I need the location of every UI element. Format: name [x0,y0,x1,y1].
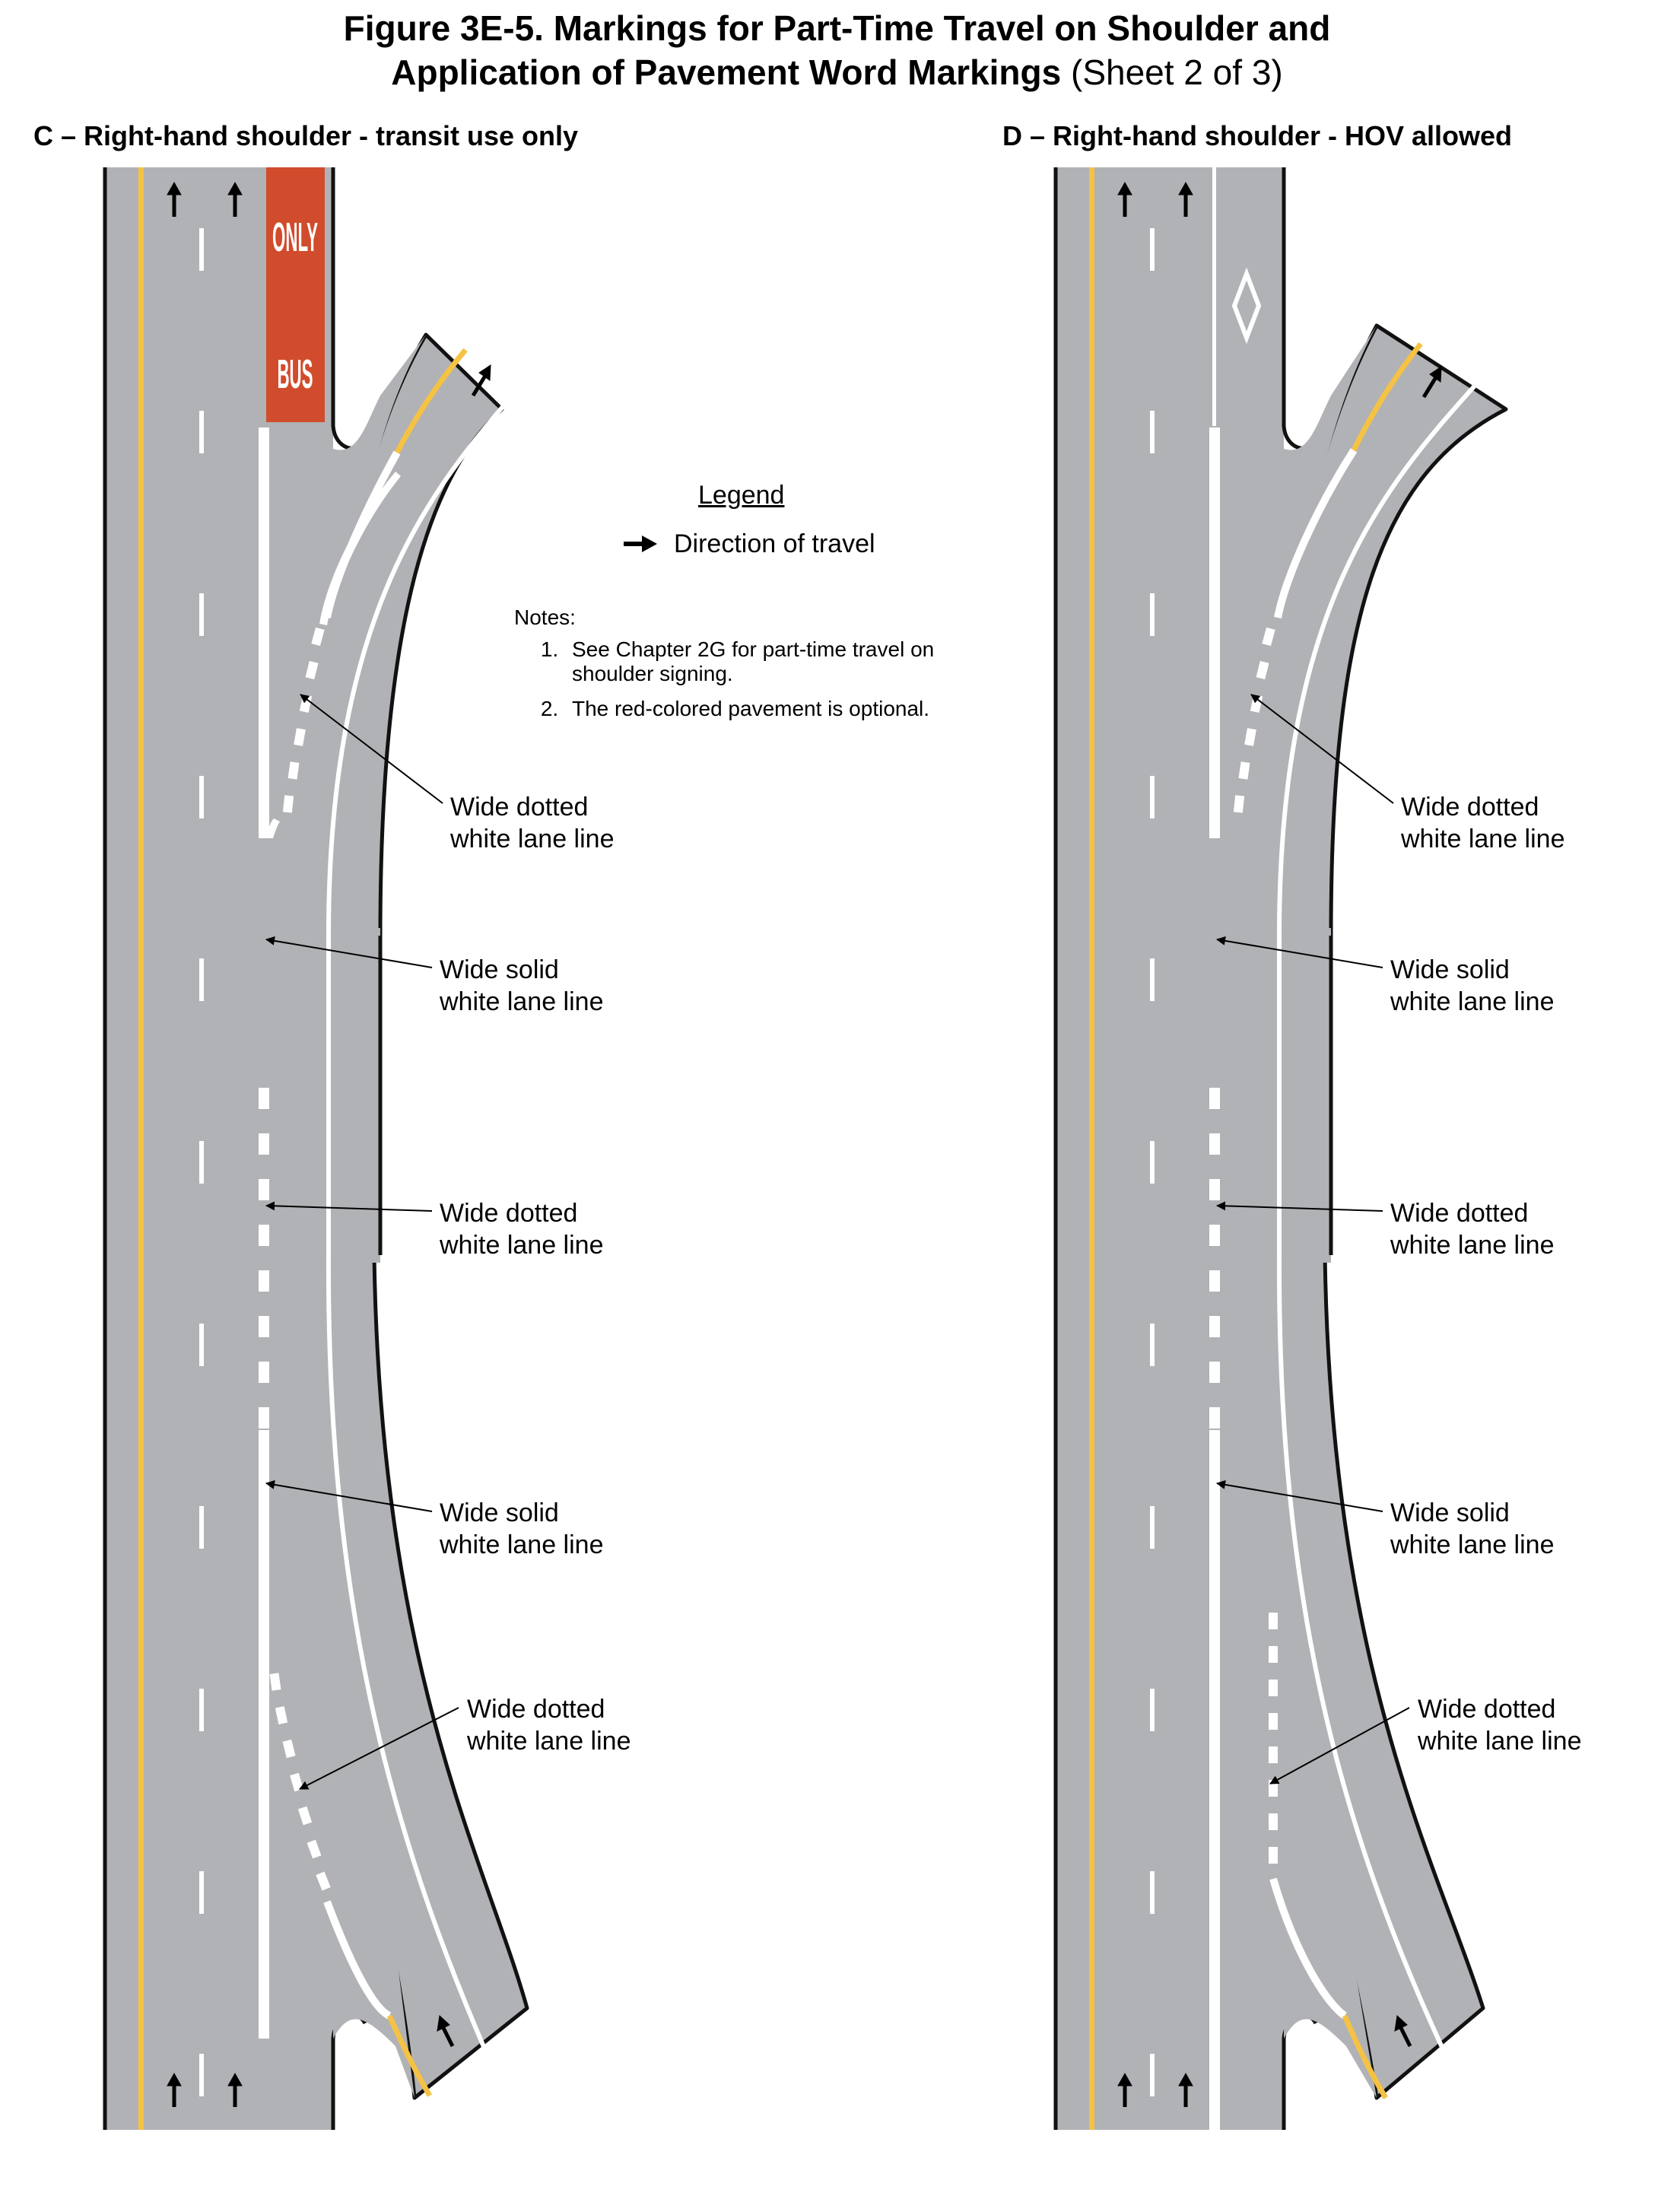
panel-d-label-dotted-1b: white lane line [1401,825,1565,853]
legend-title: Legend [698,481,785,510]
panel-c-label-solid-2b: white lane line [440,1530,604,1559]
panel-c-label-solid-2a: Wide solid [440,1499,559,1527]
panel-d-label-dotted-2b: white lane line [1390,1231,1555,1260]
legend-item-label: Direction of travel [674,529,875,558]
panel-d-label-solid-1a: Wide solid [1390,955,1510,984]
notes-title: Notes: [514,605,576,629]
panel-c-label-dotted-3b: white lane line [467,1727,631,1756]
panel-c-label-dotted-2a: Wide dotted [440,1199,578,1228]
panel-d-road [1056,167,1506,2130]
panel-d-title: D – Right-hand shoulder - HOV allowed [1002,120,1513,151]
notes [514,605,1016,732]
panel-d-label-solid-2a: Wide solid [1390,1499,1510,1527]
panel-c-label-dotted-1a: Wide dotted [450,793,589,822]
panel-d-label-dotted-2a: Wide dotted [1390,1199,1529,1228]
panel-d-label-dotted-3b: white lane line [1418,1727,1582,1756]
panel-c-label-solid-1a: Wide solid [440,955,559,984]
panel-d-callout-labels [1390,793,1581,1756]
panel-d-label-dotted-1a: Wide dotted [1401,793,1539,822]
panel-d-label-solid-2b: white lane line [1390,1530,1555,1559]
panel-c-word-only: ONLY [272,214,318,260]
note-item: 1. See Chapter 2G for part-time travel on shoulder signing. [564,637,1016,686]
panel-c-shoulder-lane-line [259,427,269,2039]
figure-sheet-number: (Sheet 2 of 3) [1071,52,1283,92]
figure-title-line1: Figure 3E-5. Markings for Part-Time Travel on Shoulder and [343,8,1331,48]
panel-c-road [105,167,527,2130]
figure-title-line2-main: Application of Pavement Word Markings [391,52,1062,92]
panel-c-label-dotted-1b: white lane line [450,825,615,853]
panel-d-label-solid-1b: white lane line [1390,987,1555,1016]
legend-item-direction [624,529,875,559]
panel-c-word-bus: BUS [277,351,313,397]
note-item: 2. The red-colored pavement is optional. [564,697,1016,721]
panel-d-yellow-edge-line [1089,167,1094,2130]
panel-d-upper-lane-line [1212,167,1216,426]
panel-c-title: C – Right-hand shoulder - transit use only [33,120,579,151]
panel-c-label-dotted-2b: white lane line [440,1231,604,1260]
arrow-right-icon [624,529,657,559]
panel-c-label-dotted-3a: Wide dotted [467,1695,605,1724]
panel-c-label-solid-1b: white lane line [440,987,604,1016]
panel-d-label-dotted-3a: Wide dotted [1418,1695,1556,1724]
panel-c-yellow-edge-line [138,167,144,2130]
panel-d-shoulder-lane-line [1209,427,1220,2130]
panel-c-callout-labels [439,793,631,1756]
